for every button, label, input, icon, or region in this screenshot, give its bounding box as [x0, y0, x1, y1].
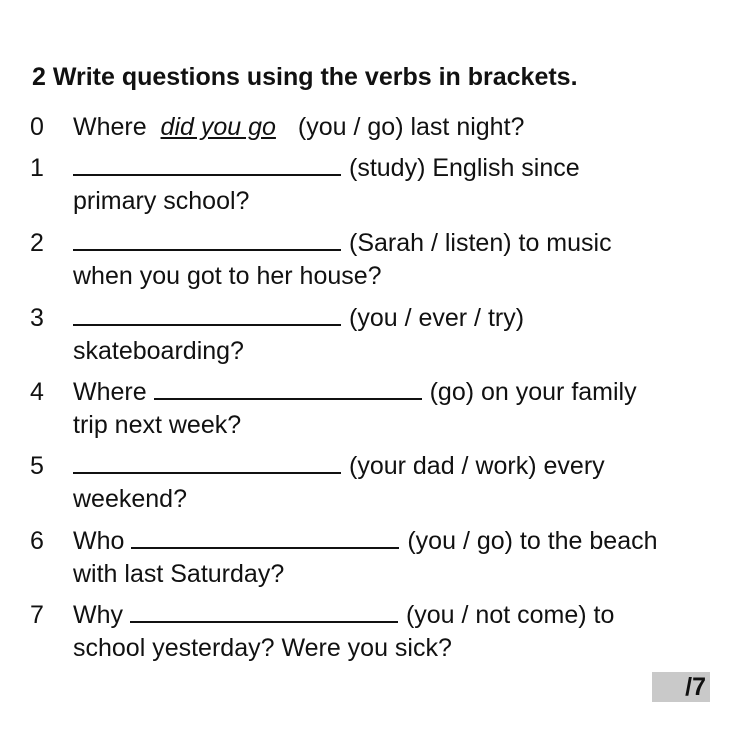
answer-blank[interactable] — [73, 227, 341, 251]
example-answer: did you go — [160, 113, 276, 141]
item-line-1 — [73, 525, 723, 558]
item-number: 0 — [30, 113, 44, 141]
item-line-1 — [73, 111, 723, 144]
item-line-2: skateboarding? — [73, 337, 244, 365]
item-line-2: primary school? — [73, 187, 250, 215]
item-prompt: (you / ever / try) — [349, 304, 525, 332]
item-prefix: Who — [73, 527, 125, 555]
item-prompt: (you / not come) to — [405, 601, 615, 629]
item-prompt: (you / go) to the beach — [407, 527, 658, 555]
item-text — [73, 376, 723, 442]
item-prompt: (Sarah / listen) to music — [349, 229, 612, 257]
item-text — [73, 450, 723, 516]
item-line-2: with last Saturday? — [73, 560, 285, 588]
item-prefix: Why — [73, 601, 123, 629]
item-prefix: Where — [73, 113, 147, 141]
item-number: 2 — [30, 229, 44, 257]
item-prefix: Where — [73, 378, 147, 406]
item-number: 5 — [30, 452, 44, 480]
item-text — [73, 302, 723, 368]
item-line-1 — [73, 302, 723, 335]
item-line-1 — [73, 227, 723, 260]
item-prompt: (go) on your family — [429, 378, 637, 406]
score-box: /7 — [652, 672, 710, 702]
item-prompt: (study) English since — [349, 154, 580, 182]
item-line-2: trip next week? — [73, 411, 242, 439]
item-text — [73, 525, 723, 591]
item-line-1 — [73, 450, 723, 483]
item-number: 3 — [30, 304, 44, 332]
item-line-1 — [73, 152, 723, 185]
item-text — [73, 152, 723, 218]
item-line-1 — [73, 376, 723, 409]
item-prompt: (you / go) last night? — [297, 113, 525, 141]
answer-blank[interactable] — [73, 302, 341, 326]
answer-blank[interactable] — [154, 376, 422, 400]
answer-blank[interactable] — [73, 450, 341, 474]
answer-blank[interactable] — [73, 152, 341, 176]
exercise-title: 2 Write questions using the verbs in brackets. — [32, 63, 578, 91]
answer-blank[interactable] — [131, 525, 399, 549]
item-text — [73, 599, 723, 665]
item-number: 1 — [30, 154, 44, 182]
item-text — [73, 227, 723, 293]
item-text — [73, 111, 723, 144]
item-line-2: school yesterday? Were you sick? — [73, 634, 452, 662]
item-line-2: when you got to her house? — [73, 262, 382, 290]
item-number: 6 — [30, 527, 44, 555]
item-number: 7 — [30, 601, 44, 629]
answer-blank[interactable] — [130, 599, 398, 623]
item-prompt: (your dad / work) every — [349, 452, 605, 480]
item-line-1 — [73, 599, 723, 632]
item-line-2: weekend? — [73, 485, 187, 513]
item-number: 4 — [30, 378, 44, 406]
